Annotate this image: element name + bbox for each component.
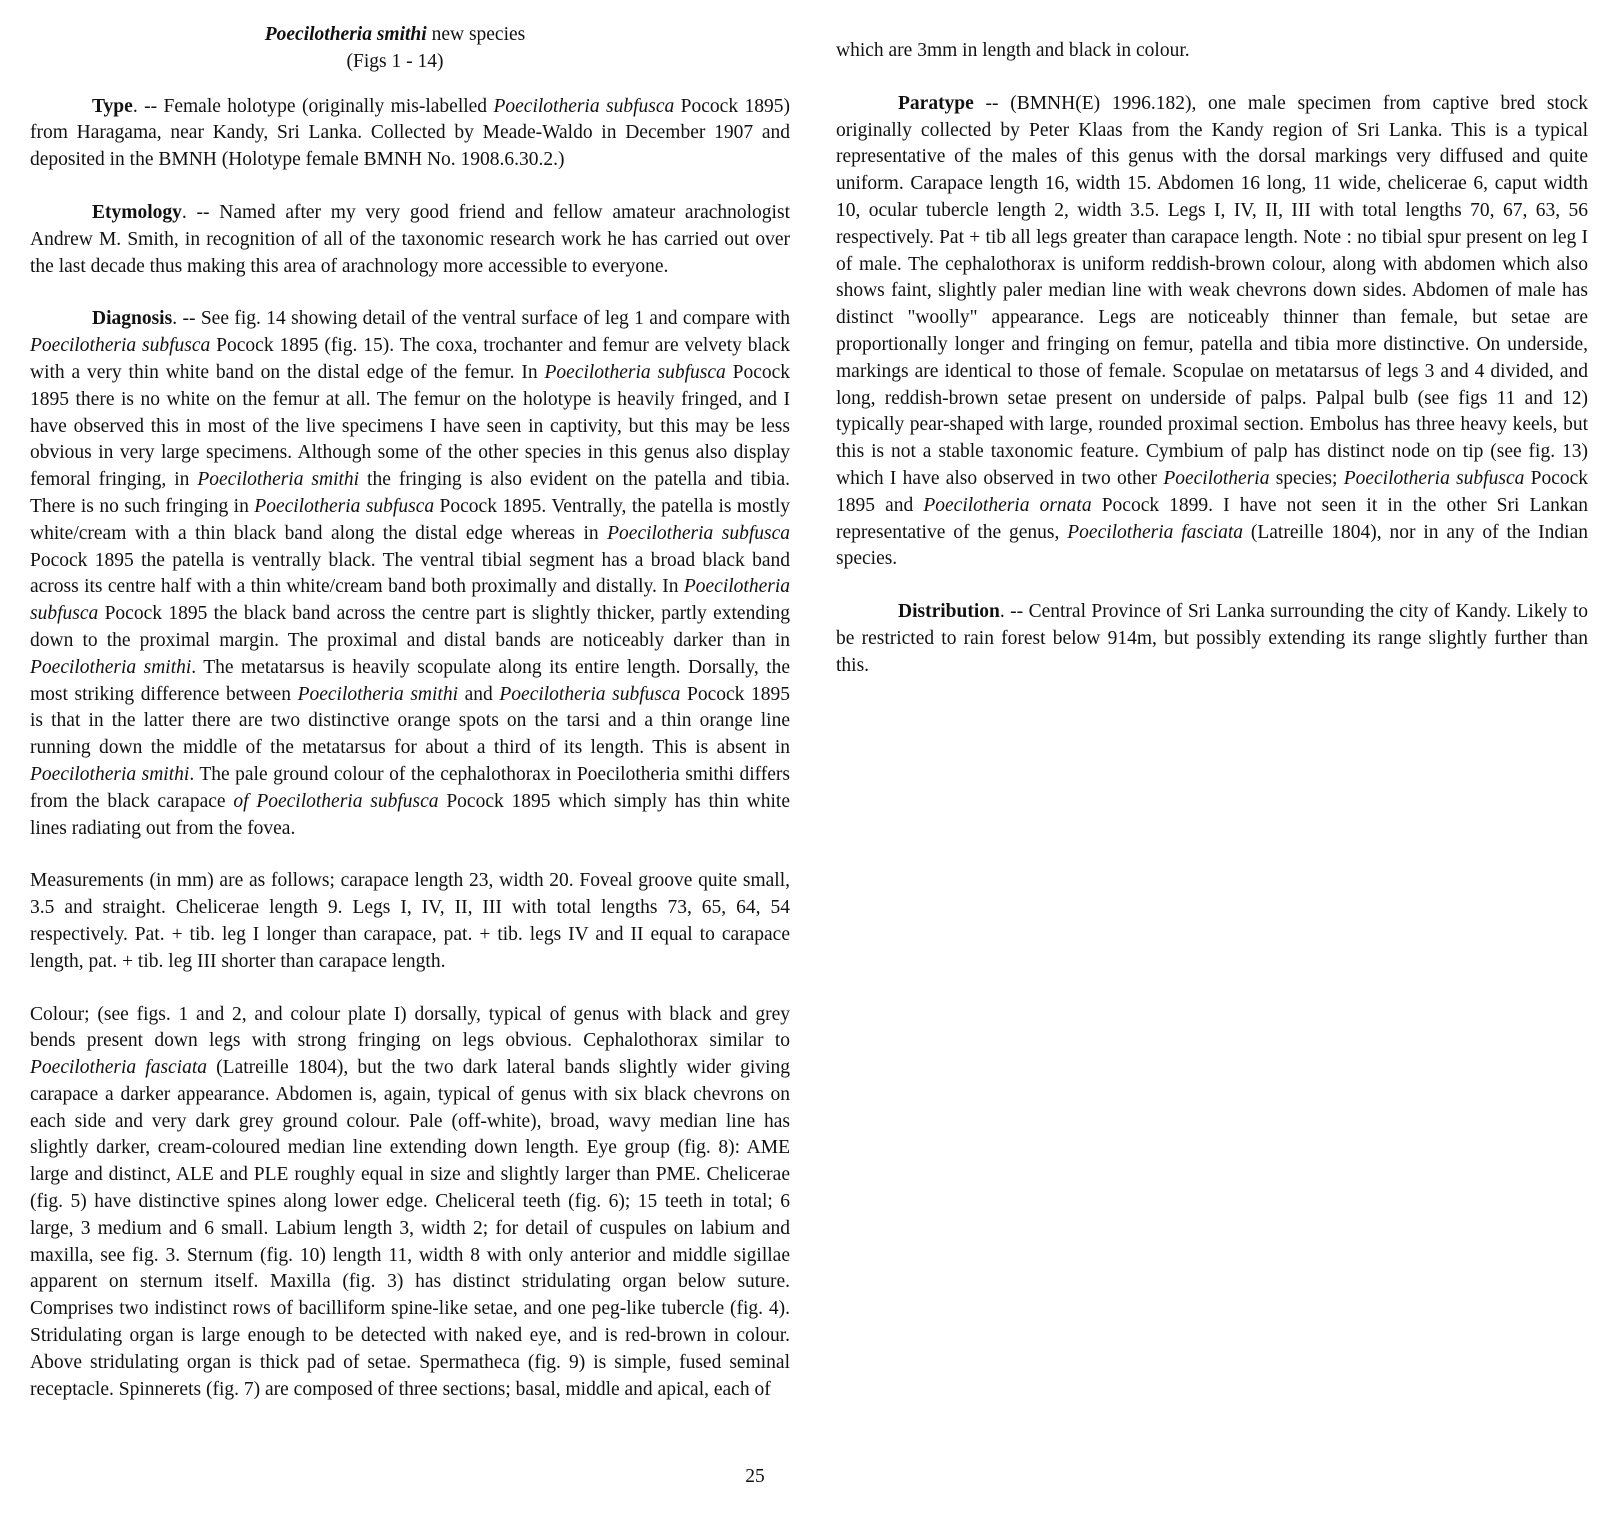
paratype-italic-4: Poecilotheria fasciata — [1067, 521, 1243, 543]
type-paragraph — [30, 94, 790, 174]
diagnosis-italic-4: Poecilotheria subfusca — [254, 495, 435, 517]
diagnosis-text-3: Pocock 1895 there is no white on the femur at all. The femur on the holotype is heavily fringed, and I have observed this in most of the live specimens I have seen in captivity, but this may be less obvious in very large specimens. Although some of the other species in this genus also display femoral fringing, in — [30, 361, 791, 491]
species-suffix: new species — [426, 24, 526, 45]
diagnosis-text-11: . The pale ground colour of the cephalothorax in Poecilotheria smithi differs from the black carapace — [30, 763, 790, 812]
distribution-heading: Distribution — [898, 601, 1000, 623]
diagnosis-italic-9: Poecilotheria subfusca — [499, 683, 681, 705]
paratype-text-1: -- (BMNH(E) 1996.182), one male specimen from captive bred stock originally collected by Peter Klaas from the Kandy region of Sri Lanka. This is a typical representative of the males of this genus with the dorsal markings very diffused and quite uniform. Carapace length 16, width 15. Abdomen 16 long, 11 wide, chelicerae 6, caput width 10, ocular tubercle length 2, width 3.5. Legs I, IV, II, III with total lengths 70, 67, 63, 56 respectively. Pat + tib all legs greater than carapace length. Note : no tibial spur present on leg I of male. The cephalothorax is uniform reddish-brown colour, along with abdomen which also shows faint, slightly paler median line with weak chevrons down sides. Abdomen of male has distinct "woolly" appearance. Legs are noticeably thinner than female, but setae are proportionally longer and fringing on femur, patella and tibia more distinctive. On underside, markings are identical to those of female. Scopulae on metatarsus of legs 3 and 4 divided, and long, reddish-brown setae present on underside of palps. Palpal bulb (see figs 11 and 12) typically pear-shaped with large, rounded proximal section. Embolus has three heavy keels, but this is not a stable taxonomic feature. Cymbium of palp has distinct node on tip (see fig. 13) which I have also observed in two other — [836, 92, 1588, 489]
colour-text-1: Colour; (see figs. 1 and 2, and colour plate I) dorsally, typical of genus with black and grey bends present down legs with strong fringing on legs obvious. Cephalothorax similar to — [30, 1003, 790, 1052]
page-number: 25 — [745, 1466, 765, 1487]
etymology-text-1: . -- Named after my very good friend and fellow amateur arachnologist Andrew M. Smith, in recognition of all of the taxonomic research work he has carried out over the last decade thus making this area of arachnology more accessible to everyone. — [30, 201, 790, 277]
measurements-text-1: Measurements (in mm) are as follows; carapace length 23, width 20. Foveal groove quite small, 3.5 and straight. Chelicerae length 9. Legs I, IV, II, III with total lengths 73, 65, 64, 54 respectively. Pat. + tib. leg I longer than carapace, pat. + tib. legs IV and II equal to carapace length, pat. + tib. leg III shorter than carapace length. — [30, 870, 790, 972]
colour-paragraph-continued — [836, 38, 1588, 65]
diagnosis-heading: Diagnosis — [92, 308, 173, 330]
diagnosis-italic-2: Poecilotheria subfusca — [544, 361, 726, 383]
paratype-text-5: (Latreille 1804), nor in any of the Indian species. — [836, 521, 1588, 570]
diagnosis-text-10: Pocock 1895 is that in the latter there are two distinctive orange spots on the tarsi and a thin orange line running down the middle of the metatarsus for about a third of its length. This is absent in — [30, 683, 790, 759]
paratype-text-4: Pocock 1899. I have not seen it in the other Sri Lankan representative of the genus, — [836, 494, 1588, 543]
type-italic-1: Poecilotheria subfusca — [493, 95, 675, 117]
title-block — [30, 22, 790, 76]
type-heading: Type — [92, 95, 133, 117]
species-name: Poecilotheria smithi — [264, 24, 427, 45]
paratype-text-3: Pocock 1895 and — [836, 467, 1589, 516]
diagnosis-italic-6: Poecilotheria subfusca — [30, 576, 790, 625]
colour-italic-1: Poecilotheria fasciata — [30, 1057, 208, 1079]
diagnosis-paragraph — [30, 306, 790, 842]
etymology-paragraph — [30, 200, 790, 280]
colour-text-2: (Latreille 1804), but the two dark lateral bands slightly wider giving carapace a darker appearance. Abdomen is, again, typical of genus with six black chevrons on each side and very dark grey ground colour. Pale (off-white), broad, wavy median line has slightly darker, cream-coloured median line extending down length. Eye group (fig. 8): AME large and distinct, ALE and PLE roughly equal in size and slightly larger than PME. Chelicerae (fig. 5) have distinctive spines along lower edge. Cheliceral teeth (fig. 6); 15 teeth in total; 6 large, 3 medium and 6 small. Labium length 3, width 2; for detail of cuspules on labium and maxilla, see fig. 3. Sternum (fig. 10) length 11, width 8 with only anterior and middle sigillae apparent on sternum itself. Maxilla (fig. 3) has distinct stridulating organ below suture. Comprises two indistinct rows of bacilliform spine-like setae, and one peg-like tubercle (fig. 4). Stridulating organ is large enough to be detected with naked eye, and is red-brown in colour. Above stridulating organ is thick pad of setae. Spermatheca (fig. 9) is simple, fused seminal receptacle. Spinnerets (fig. 7) are composed of three sections; basal, middle and apical, each of — [30, 1057, 790, 1400]
paratype-italic-3: Poecilotheria ornata — [923, 494, 1092, 516]
diagnosis-italic-8: Poecilotheria smithi — [297, 683, 458, 705]
diagnosis-italic-11: of Poecilotheria subfusca — [233, 790, 439, 812]
diagnosis-italic-7: Poecilotheria smithi — [30, 656, 192, 678]
colour-paragraph — [30, 1002, 790, 1404]
distribution-text-1: . -- Central Province of Sri Lanka surrounding the city of Kandy. Likely to be restricted to rain forest below 914m, but possibly extending its range slightly further than this. — [836, 601, 1588, 676]
paratype-heading: Paratype — [898, 92, 974, 114]
species-title — [30, 22, 760, 49]
diagnosis-text-7: Pocock 1895 the black band across the centre part is slightly thicker, partly extending down to the proximal margin. The proximal and distal bands are noticeably darker than in — [30, 603, 790, 651]
figs-reference: (Figs 1 - 14) — [346, 50, 444, 72]
diagnosis-italic-5: Poecilotheria subfusca — [607, 522, 790, 544]
diagnosis-text-1: . -- See fig. 14 showing detail of the ventral surface of leg 1 and compare with — [172, 308, 790, 330]
diagnosis-text-6: Pocock 1895 the patella is ventrally black. The ventral tibial segment has a broad black band across its centre half with a thin white/cream band both proximally and distally. In — [30, 549, 790, 598]
colour-text-2: which are 3mm in length and black in colour. — [836, 40, 1190, 61]
diagnosis-text-12: Pocock 1895 which simply has thin white lines radiating out from the fovea. — [30, 790, 790, 839]
paratype-text-2: species; — [1269, 467, 1344, 489]
paratype-paragraph — [836, 91, 1588, 573]
measurements-paragraph — [30, 868, 790, 975]
left-column — [30, 22, 790, 1403]
distribution-paragraph — [836, 599, 1588, 679]
diagnosis-italic-3: Poecilotheria smithi — [197, 469, 360, 491]
etymology-heading: Etymology — [92, 201, 182, 223]
diagnosis-text-5: Pocock 1895. Ventrally, the patella is mostly white/cream with a thin black band along the distal edge whereas in — [30, 495, 791, 544]
paratype-italic-1: Poecilotheria — [1163, 467, 1270, 489]
right-column — [836, 38, 1588, 706]
diagnosis-text-4: the fringing is also evident on the patella and tibia. There is no such fringing in — [30, 469, 791, 517]
diagnosis-italic-10: Poecilotheria smithi — [30, 763, 190, 785]
diagnosis-text-8: . The metatarsus is heavily scopulate along its entire length. Dorsally, the most striking difference between — [30, 656, 791, 705]
type-text-2: Pocock 1895) from Haragama, near Kandy, Sri Lanka. Collected by Meade-Waldo in December 1907 and deposited in the BMNH (Holotype female BMNH No. 1908.6.30.2.) — [30, 95, 790, 171]
diagnosis-text-9: and — [458, 683, 500, 705]
diagnosis-italic-1: Poecilotheria subfusca — [30, 335, 211, 357]
diagnosis-text-2: Pocock 1895 (fig. 15). The coxa, trochanter and femur are velvety black with a very thin white band on the distal edge of the femur. In — [30, 335, 791, 383]
paratype-italic-2: Poecilotheria subfusca — [1343, 467, 1525, 489]
type-text-1: . -- Female holotype (originally mis-labelled — [132, 95, 494, 117]
